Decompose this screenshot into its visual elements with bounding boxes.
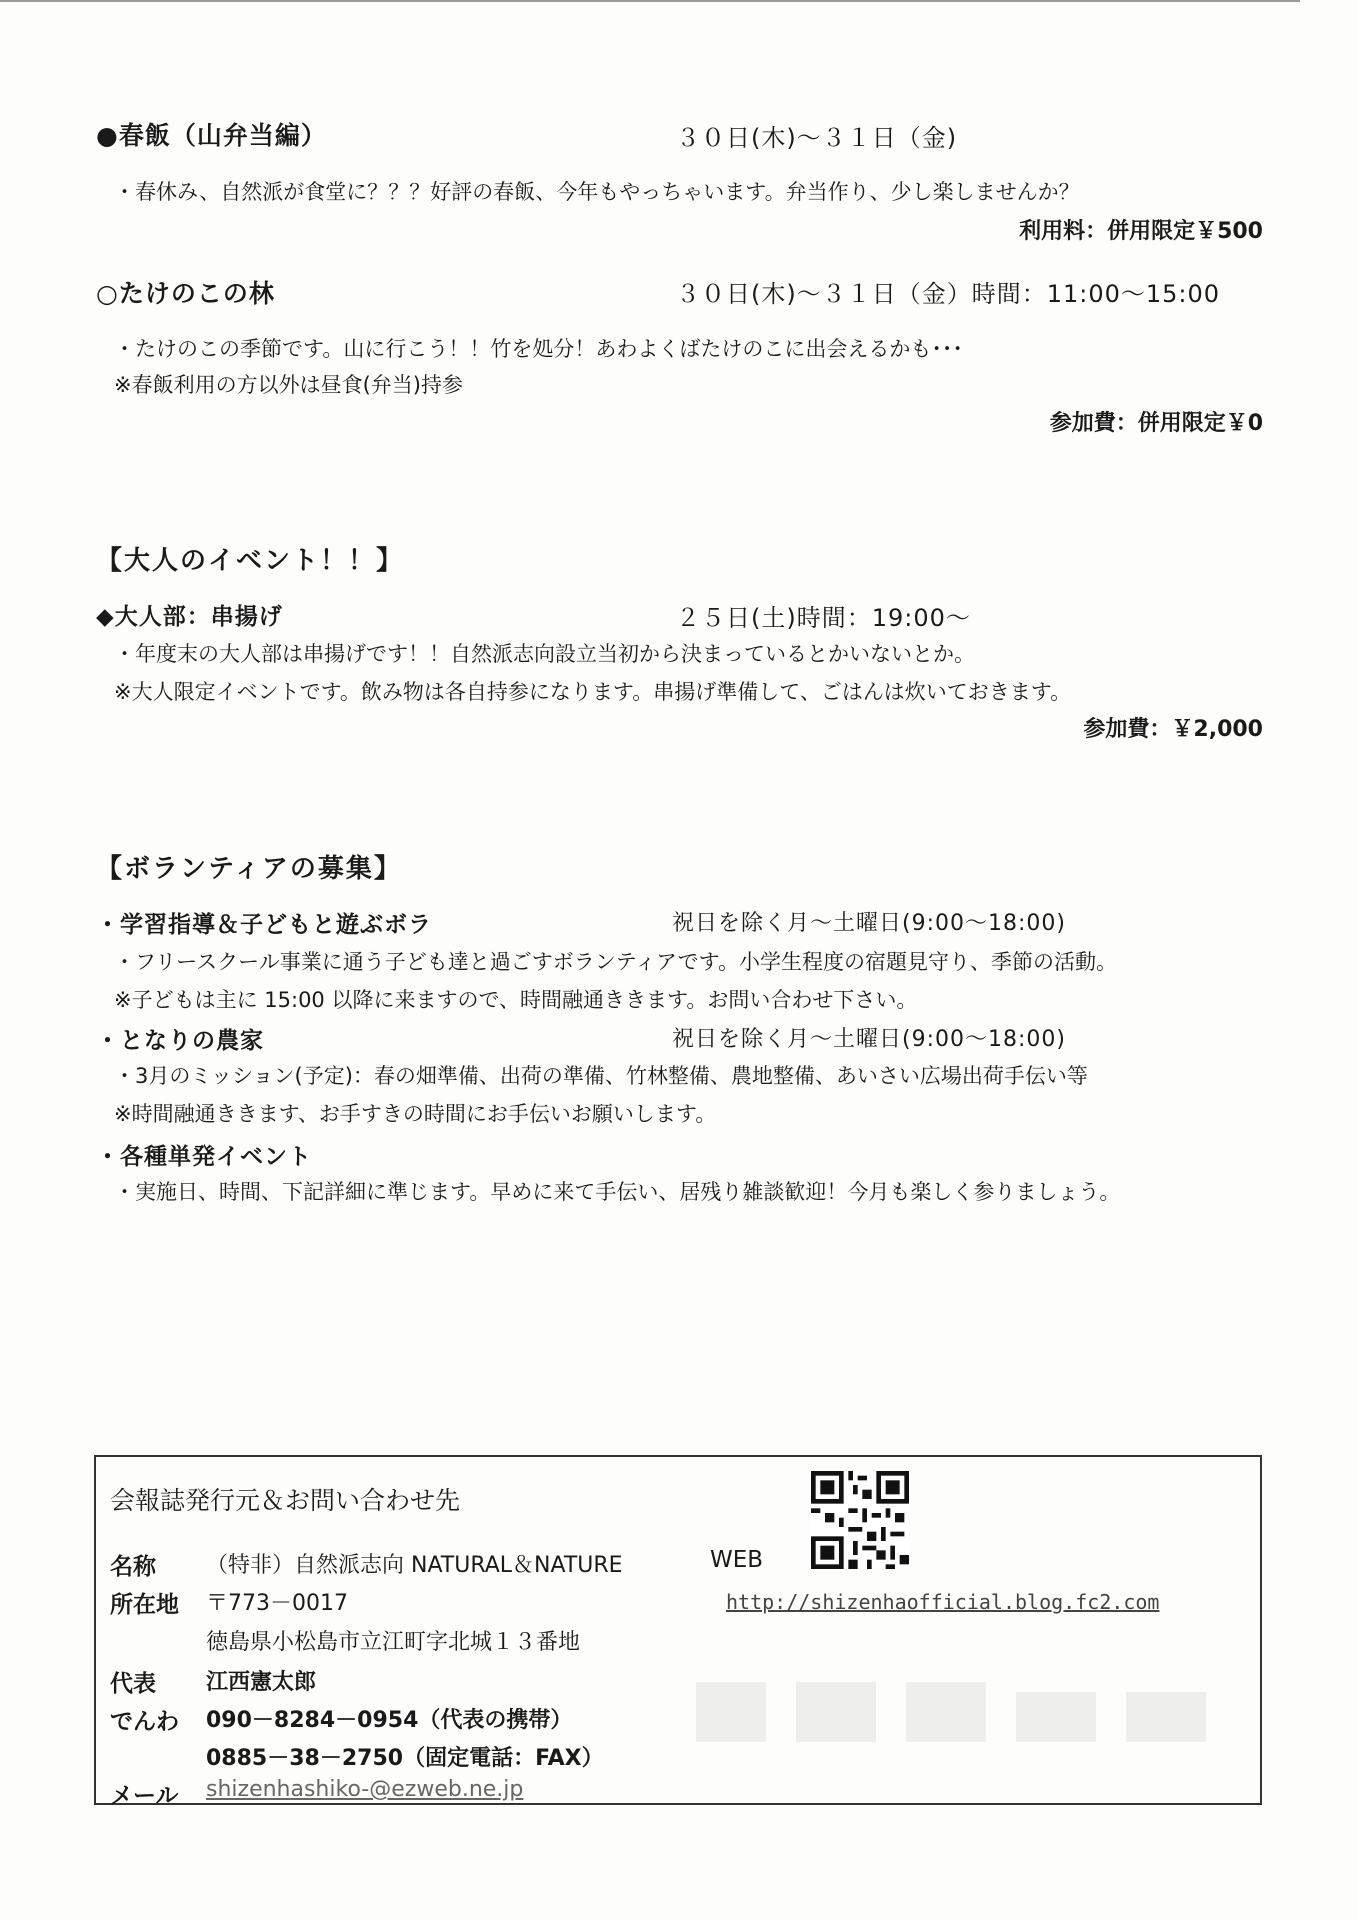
section-heading-adult: 【大人のイベント！！】 xyxy=(96,546,405,576)
event-title-kushiage: ◆大人部：串揚げ xyxy=(96,604,283,630)
contact-phone-label: でんわ xyxy=(110,1709,179,1735)
contact-phone-mobile: 090－8284－0954（代表の携帯） xyxy=(206,1708,573,1733)
top-border-line xyxy=(0,0,1300,2)
volunteer-item-description: ・フリースクール事業に通う子ども達と過ごすボランティアです。小学生程度の宿題見守り、季節の活動。 xyxy=(114,950,1117,974)
volunteer-item-title: ・学習指導＆子どもと遊ぶボラ xyxy=(96,912,432,938)
contact-name-label: 名称 xyxy=(110,1554,156,1580)
contact-name-value: （特非）自然派志向 NATURAL＆NATURE xyxy=(206,1553,623,1578)
event-fee: 参加費：併用限定￥0 xyxy=(1049,411,1263,436)
web-label: WEB xyxy=(710,1547,764,1573)
contact-info-box xyxy=(94,1455,1262,1809)
qr-code-icon xyxy=(811,1471,909,1569)
volunteer-item-note: ※子どもは主に 15:00 以降に来ますので、時間融通ききます。お問い合わせ下さい。 xyxy=(114,988,918,1012)
event-date-takenoko: ３０日(木)～３１日（金）時間：11:00～15:00 xyxy=(676,280,1221,308)
volunteer-item-note: ※時間融通ききます、お手すきの時間にお手伝いお願いします。 xyxy=(114,1102,717,1126)
contact-title: 会報誌発行元＆お問い合わせ先 xyxy=(110,1486,461,1515)
contact-rep-value: 江西憲太郎 xyxy=(206,1670,317,1695)
volunteer-item-description: ・3月のミッション(予定)：春の畑準備、出荷の準備、竹林整備、農地整備、あいさい広場出荷手伝い等 xyxy=(114,1064,1088,1088)
event-date-kushiage: ２５日(土)時間：19:00～ xyxy=(676,604,971,632)
volunteer-item-schedule: 祝日を除く月～土曜日(9:00～18:00) xyxy=(672,911,1066,936)
volunteer-item-description: ・実施日、時間、下記詳細に準じます。早めに来て手伝い、居残り雑談歓迎！今月も楽しく参りましょう。 xyxy=(114,1180,1121,1204)
contact-postal-code: 〒773－0017 xyxy=(206,1591,348,1616)
event-fee: 利用料：併用限定￥500 xyxy=(1019,219,1263,244)
event-date-haru-meshi: ３０日(木)～３１日（金) xyxy=(676,124,958,152)
event-description: ・年度末の大人部は串揚げです！！自然派志向設立当初から決まっているとかいないとか。 xyxy=(114,642,975,666)
event-description: ・たけのこの季節です。山に行こう！！竹を処分！あわよくばたけのこに出会えるかも･･･ xyxy=(114,337,963,361)
contact-address: 徳島県小松島市立江町字北城１３番地 xyxy=(206,1630,581,1655)
volunteer-item-title: ・となりの農家 xyxy=(96,1028,264,1054)
event-title-haru-meshi: ●春飯（山弁当編） xyxy=(96,121,327,150)
event-note: ※大人限定イベントです。飲み物は各自持参になります。串揚げ準備して、ごはんは炊いておきます。 xyxy=(114,680,1072,704)
event-description: ・春休み、自然派が食堂に？？？好評の春飯、今年もやっちゃいます。弁当作り、少し楽しませんか？ xyxy=(114,180,1080,204)
contact-mail-label: メール xyxy=(110,1783,179,1809)
contact-rep-label: 代表 xyxy=(110,1671,156,1697)
website-link[interactable]: http://shizenhaofficial.blog.fc2.com xyxy=(726,1590,1160,1614)
contact-address-label: 所在地 xyxy=(110,1592,179,1618)
event-fee: 参加費：￥2,000 xyxy=(1083,717,1263,742)
faded-stamp-image xyxy=(696,1672,1216,1752)
event-title-takenoko: ○たけのこの林 xyxy=(96,279,275,308)
contact-phone-fixed: 0885－38－2750（固定電話：FAX） xyxy=(206,1746,604,1771)
contact-mail-value[interactable]: shizenhashiko-@ezweb.ne.jp xyxy=(206,1777,524,1802)
volunteer-item-schedule: 祝日を除く月～土曜日(9:00～18:00) xyxy=(672,1027,1066,1052)
volunteer-item-title: ・各種単発イベント xyxy=(96,1144,312,1170)
event-note: ※春飯利用の方以外は昼食(弁当)持参 xyxy=(114,373,463,397)
section-heading-volunteer: 【ボランティアの募集】 xyxy=(96,854,402,884)
